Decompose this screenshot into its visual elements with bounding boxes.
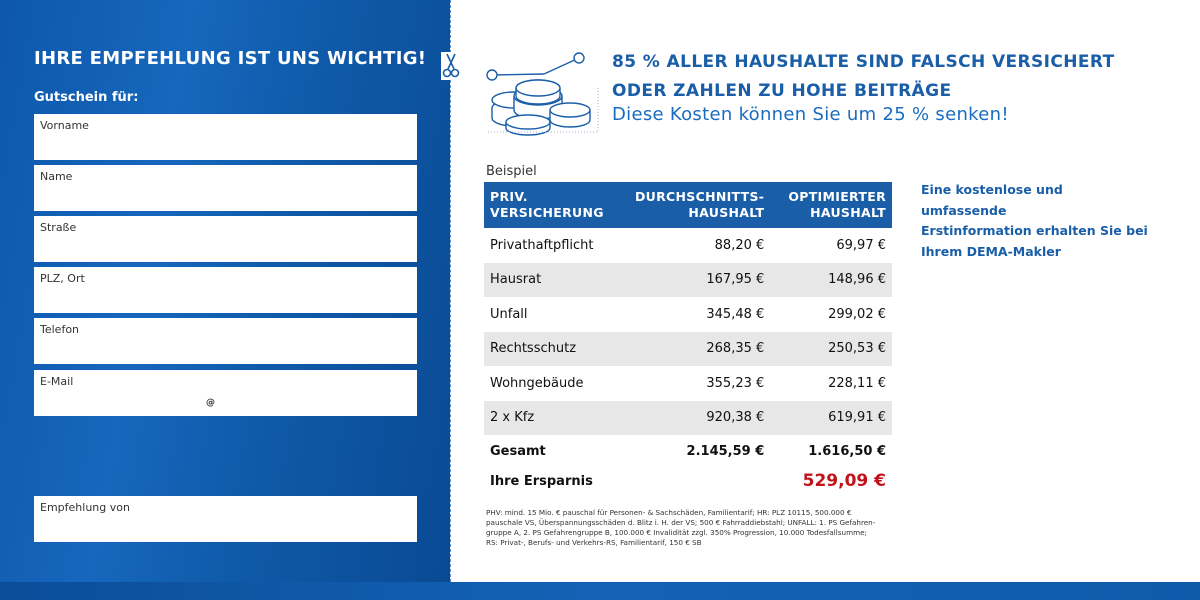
total-label: Gesamt xyxy=(490,444,546,459)
side-note-line2: Erstinformation erhalten Sie bei xyxy=(921,223,1148,238)
coins-icon xyxy=(484,48,604,136)
row-optimized: 148,96 € xyxy=(770,263,892,298)
street-label: Straße xyxy=(40,221,77,234)
table-header-row xyxy=(484,182,892,228)
table-row xyxy=(484,401,892,436)
cut-line xyxy=(450,0,452,582)
footnote-line2: pauschale VS, Überspannungsschäden d. Blitz i. H. der VS; 500 € Fahrraddiebstahl; UNFALL: 1. PS Gefahren- xyxy=(486,518,876,527)
referred-by-field[interactable] xyxy=(34,496,417,542)
promo-headline-line1: 85 % ALLER HAUSHALTE SIND FALSCH VERSICHERT xyxy=(612,52,1115,72)
row-name: Rechtsschutz xyxy=(484,332,629,367)
row-optimized: 299,02 € xyxy=(828,306,886,322)
header-optimized-line2: HAUSHALT xyxy=(810,205,886,220)
table-row xyxy=(484,366,892,401)
last-name-field[interactable] xyxy=(34,165,417,211)
header-optimized-line1: OPTIMIERTER xyxy=(788,189,886,204)
row-average: 88,20 € xyxy=(714,237,765,253)
referral-form-panel xyxy=(0,0,450,582)
footnote-line3: gruppe A, 2. PS Gefahrengruppe B, 100.000 € Invalidität zzgl. 350% Progression, 10.000 Todesfallsumme; xyxy=(486,528,867,537)
promo-headline xyxy=(612,48,1115,106)
total-average: 2.145,59 € xyxy=(686,444,765,459)
savings-row xyxy=(484,468,892,494)
row-average: 268,35 € xyxy=(629,332,770,367)
row-average: 355,23 € xyxy=(706,375,765,391)
row-average: 167,95 € xyxy=(629,263,770,298)
email-at-sign: @ xyxy=(206,398,215,408)
email-label: E-Mail xyxy=(40,375,74,388)
last-name-label: Name xyxy=(40,170,73,183)
row-optimized: 250,53 € xyxy=(770,332,892,367)
insurance-comparison-table xyxy=(484,182,892,494)
footnote xyxy=(486,508,878,548)
header-insurance-line1: PRIV. xyxy=(490,189,528,204)
scissors-icon xyxy=(441,52,461,80)
row-average: 345,48 € xyxy=(706,306,765,322)
savings-label: Ihre Ersparnis xyxy=(490,473,593,489)
total-row xyxy=(484,435,892,468)
phone-field[interactable] xyxy=(34,318,417,364)
row-optimized: 619,91 € xyxy=(770,401,892,436)
row-name: Hausrat xyxy=(484,263,629,298)
row-name: 2 x Kfz xyxy=(484,401,629,436)
row-name: Unfall xyxy=(490,306,528,322)
table-caption: Beispiel xyxy=(486,164,537,179)
street-field[interactable] xyxy=(34,216,417,262)
header-average-line1: DURCHSCHNITTS- xyxy=(635,189,765,204)
table-row xyxy=(484,297,892,332)
row-name: Privathaftpflicht xyxy=(490,237,594,253)
table-row xyxy=(484,332,892,367)
footnote-line4: RS: Privat-, Berufs- und Verkehrs-RS, Familientarif, 150 € SB xyxy=(486,538,702,547)
voucher-for-label: Gutschein für: xyxy=(34,90,139,105)
phone-label: Telefon xyxy=(40,323,80,336)
row-optimized: 69,97 € xyxy=(836,237,886,253)
promo-subline: Diese Kosten können Sie um 25 % senken! xyxy=(612,104,1009,125)
side-note-line1: Eine kostenlose und umfassende xyxy=(921,182,1063,218)
zip-city-label: PLZ, Ort xyxy=(40,272,85,285)
referred-by-label: Empfehlung von xyxy=(40,501,130,514)
zip-city-field[interactable] xyxy=(34,267,417,313)
header-insurance xyxy=(484,182,629,228)
header-average-line2: HAUSHALT xyxy=(688,205,765,220)
row-average: 920,38 € xyxy=(629,401,770,436)
side-note-line3: Ihrem DEMA-Makler xyxy=(921,243,1061,259)
email-field[interactable] xyxy=(34,370,417,416)
first-name-label: Vorname xyxy=(40,119,89,132)
savings-spacer xyxy=(629,468,770,494)
side-note xyxy=(921,180,1151,262)
total-optimized: 1.616,50 € xyxy=(808,444,886,459)
table-row xyxy=(484,228,892,263)
row-optimized: 228,11 € xyxy=(828,375,886,391)
footnote-line1: PHV: mind. 15 Mio. € pauschal für Personen- & Sachschäden, Familientarif; HR: PLZ 10115, 500.000 € xyxy=(486,508,852,517)
savings-value: 529,09 € xyxy=(802,471,886,491)
promo-headline-line2: ODER ZAHLEN ZU HOHE BEITRÄGE xyxy=(612,81,952,101)
form-heading: IHRE EMPFEHLUNG IST UNS WICHTIG! xyxy=(34,48,427,69)
bottom-strip xyxy=(0,582,1200,600)
header-average xyxy=(629,182,770,228)
row-name: Wohngebäude xyxy=(490,375,584,391)
first-name-field[interactable] xyxy=(34,114,417,160)
header-insurance-line2: VERSICHERUNG xyxy=(490,205,604,220)
table-row xyxy=(484,263,892,298)
header-optimized xyxy=(770,182,892,228)
